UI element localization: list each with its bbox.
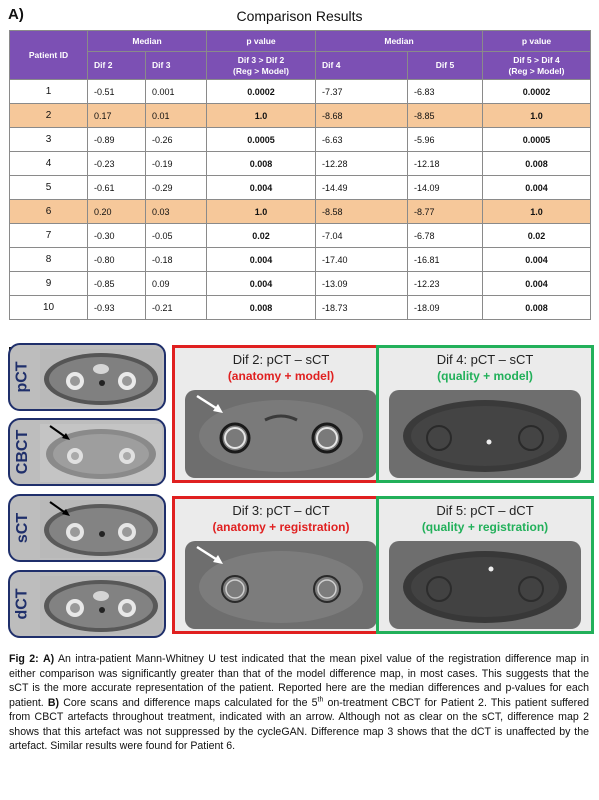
dif5-map-image <box>389 541 581 629</box>
cell-patient-id: 5 <box>10 176 88 200</box>
header-median-2: Median <box>316 31 483 52</box>
dif5-title: Dif 5: pCT – dCT <box>436 503 534 518</box>
dif2-panel <box>172 345 390 483</box>
scan-label-cbct: CBCT <box>14 429 31 475</box>
cell-dif3: 0.001 <box>146 80 207 104</box>
cell-dif5: -5.96 <box>408 128 483 152</box>
cell-p2: 0.0002 <box>483 80 591 104</box>
cell-p1: 1.0 <box>207 104 316 128</box>
table-row <box>10 248 591 272</box>
table-body <box>10 80 591 320</box>
table-row <box>10 272 591 296</box>
cell-p1: 0.004 <box>207 176 316 200</box>
table-row <box>10 224 591 248</box>
figure-caption <box>9 652 589 754</box>
cell-p2: 0.004 <box>483 248 591 272</box>
cell-dif4: -8.68 <box>316 104 408 128</box>
cell-dif3: -0.18 <box>146 248 207 272</box>
scan-box-sct <box>8 494 166 562</box>
dif3-title: Dif 3: pCT – dCT <box>232 503 330 518</box>
cell-p2: 0.0005 <box>483 128 591 152</box>
cell-dif2: -0.89 <box>88 128 146 152</box>
caption-a-label: A) <box>43 653 55 665</box>
cell-dif2: -0.61 <box>88 176 146 200</box>
scan-box-pct <box>8 343 166 411</box>
cell-dif2: -0.23 <box>88 152 146 176</box>
scan-label-dct: dCT <box>14 588 32 620</box>
cell-p2: 0.02 <box>483 224 591 248</box>
header-p2 <box>483 52 591 80</box>
cell-dif5: -8.77 <box>408 200 483 224</box>
scan-box-cbct <box>8 418 166 486</box>
cell-p2: 1.0 <box>483 104 591 128</box>
caption-b-label: B) <box>47 696 60 709</box>
cell-dif2: 0.20 <box>88 200 146 224</box>
cell-dif4: -18.73 <box>316 296 408 320</box>
cell-dif3: -0.29 <box>146 176 207 200</box>
dif2-title: Dif 2: pCT – sCT <box>232 352 330 367</box>
caption-a-text: An intra-patient Mann-Whitney U test indicated that the mean pixel value of the registration difference map in either comparison was significantly greater than that of the model difference map, in most cases. This suggests that the sCT is the more accurate representation of the patient. Reported here are the median differences and p-values for each patient. <box>9 653 589 709</box>
cell-dif3: 0.09 <box>146 272 207 296</box>
cell-p1: 0.0002 <box>207 80 316 104</box>
cell-patient-id: 7 <box>10 224 88 248</box>
cell-dif5: -6.83 <box>408 80 483 104</box>
table-row <box>10 80 591 104</box>
caption-b-text-2: on-treatment CBCT for Patient 2. This patient suffered from CBCT artefacts throughout treatment, indicated with an arrow. Although not as clear on the sCT, difference map 2 shows that this artefact was not suppressed by the cycleGAN. Difference map 3 shows that the dCT is unaffected by the artefact. Similar results were found for Patient 6. <box>9 696 589 752</box>
cell-p1: 0.0005 <box>207 128 316 152</box>
header-p2-line1: Dif 5 > Dif 4 <box>513 54 560 65</box>
cell-p2: 1.0 <box>483 200 591 224</box>
cell-dif4: -17.40 <box>316 248 408 272</box>
cell-p1: 0.008 <box>207 152 316 176</box>
cell-p2: 0.004 <box>483 176 591 200</box>
cell-dif4: -7.37 <box>316 80 408 104</box>
cell-dif4: -7.04 <box>316 224 408 248</box>
cell-dif2: 0.17 <box>88 104 146 128</box>
header-patient-id: Patient ID <box>10 31 88 80</box>
cell-dif2: -0.30 <box>88 224 146 248</box>
cell-patient-id: 9 <box>10 272 88 296</box>
cell-patient-id: 3 <box>10 128 88 152</box>
scan-label-pct: pCT <box>14 361 32 393</box>
table-row <box>10 296 591 320</box>
cell-dif5: -14.09 <box>408 176 483 200</box>
cell-p1: 0.02 <box>207 224 316 248</box>
dif2-subtitle: (anatomy + model) <box>227 369 335 383</box>
cell-patient-id: 4 <box>10 152 88 176</box>
cell-dif3: -0.19 <box>146 152 207 176</box>
cell-p2: 0.008 <box>483 152 591 176</box>
dif2-map-image <box>185 390 377 478</box>
cell-dif5: -8.85 <box>408 104 483 128</box>
caption-fig-label: Fig 2: <box>9 653 39 665</box>
header-p1-line1: Dif 3 > Dif 2 <box>237 54 285 65</box>
cell-dif5: -12.18 <box>408 152 483 176</box>
cell-patient-id: 2 <box>10 104 88 128</box>
dif4-title: Dif 4: pCT – sCT <box>436 352 534 367</box>
dif5-panel <box>376 496 594 634</box>
cell-dif3: 0.03 <box>146 200 207 224</box>
header-pvalue-2: p value <box>483 31 591 52</box>
cell-dif2: -0.80 <box>88 248 146 272</box>
table-title: Comparison Results <box>236 8 363 24</box>
cell-patient-id: 8 <box>10 248 88 272</box>
results-table <box>9 30 591 320</box>
dif4-map-image <box>389 390 581 478</box>
cell-p1: 0.004 <box>207 272 316 296</box>
cell-patient-id: 6 <box>10 200 88 224</box>
header-p1 <box>207 52 316 80</box>
header-pvalue-1: p value <box>207 31 316 52</box>
cell-dif5: -6.78 <box>408 224 483 248</box>
dif3-panel <box>172 496 390 634</box>
cell-p2: 0.004 <box>483 272 591 296</box>
cell-dif4: -14.49 <box>316 176 408 200</box>
dif3-map-image <box>185 541 377 629</box>
cbct-scan-image <box>40 424 162 482</box>
cell-dif3: -0.21 <box>146 296 207 320</box>
header-dif5: Dif 5 <box>408 52 483 80</box>
dif4-subtitle: (quality + model) <box>437 369 533 383</box>
header-median-1: Median <box>88 31 207 52</box>
cell-p1: 1.0 <box>207 200 316 224</box>
cell-patient-id: 1 <box>10 80 88 104</box>
cell-dif3: 0.01 <box>146 104 207 128</box>
table-row <box>10 152 591 176</box>
caption-b-sup: th <box>317 695 324 703</box>
scan-box-dct <box>8 570 166 638</box>
cell-dif4: -13.09 <box>316 272 408 296</box>
cell-patient-id: 10 <box>10 296 88 320</box>
header-p1-line2: (Reg > Model) <box>233 65 289 76</box>
cell-dif3: -0.26 <box>146 128 207 152</box>
dif3-subtitle: (anatomy + registration) <box>212 520 350 534</box>
header-dif3: Dif 3 <box>146 52 207 80</box>
dif4-panel <box>376 345 594 483</box>
header-dif2: Dif 2 <box>88 52 146 80</box>
cell-dif4: -6.63 <box>316 128 408 152</box>
cell-dif5: -16.81 <box>408 248 483 272</box>
dif5-subtitle: (quality + registration) <box>421 520 549 534</box>
cell-p1: 0.008 <box>207 296 316 320</box>
pct-scan-image <box>40 349 162 407</box>
scan-label-sct: sCT <box>14 512 32 544</box>
panel-a-label: A) <box>8 6 24 23</box>
sct-scan-image <box>40 500 162 558</box>
cell-dif5: -12.23 <box>408 272 483 296</box>
cell-dif3: -0.05 <box>146 224 207 248</box>
cell-p1: 0.004 <box>207 248 316 272</box>
caption-b-text-1: Core scans and difference maps calculated for the 5 <box>59 696 318 709</box>
header-dif4: Dif 4 <box>316 52 408 80</box>
cell-dif5: -18.09 <box>408 296 483 320</box>
cell-dif2: -0.93 <box>88 296 146 320</box>
cell-dif2: -0.51 <box>88 80 146 104</box>
table-row <box>10 128 591 152</box>
header-p2-line2: (Reg > Model) <box>508 65 565 76</box>
cell-dif4: -12.28 <box>316 152 408 176</box>
cell-dif2: -0.85 <box>88 272 146 296</box>
table-row <box>10 104 591 128</box>
table-row <box>10 200 591 224</box>
cell-dif4: -8.58 <box>316 200 408 224</box>
dct-scan-image <box>40 576 162 634</box>
cell-p2: 0.008 <box>483 296 591 320</box>
table-row <box>10 176 591 200</box>
